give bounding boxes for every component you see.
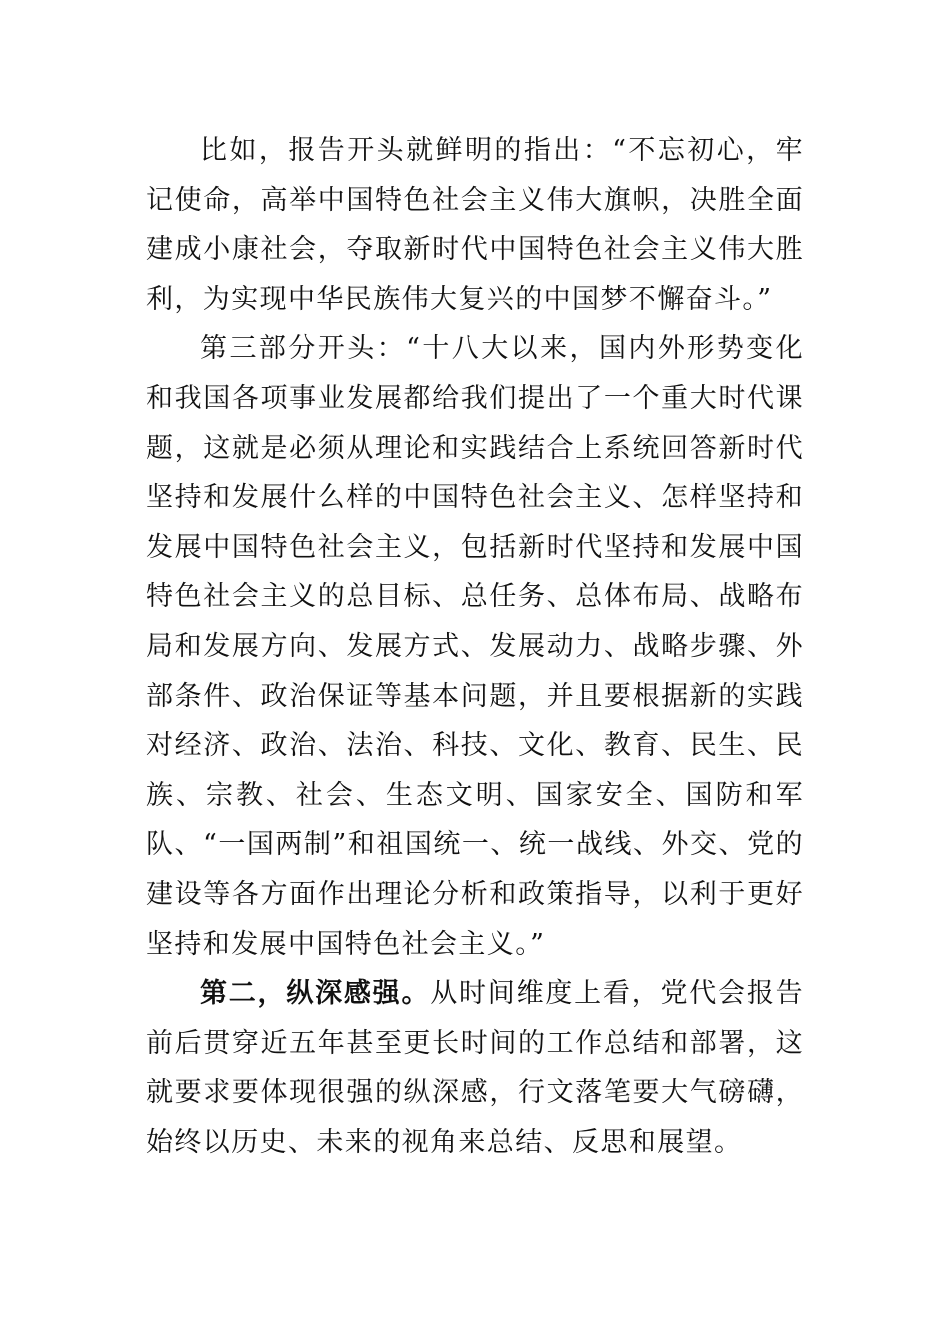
- paragraph-part-three-opening: [146, 324, 804, 969]
- paragraph-text: 第三部分开头：“十八大以来，国内外形势变化和我国各项事业发展都给我们提出了一个重大时代课题，这就是必须从理论和实践结合上系统回答新时代坚持和发展什么样的中国特色社会主义、怎样坚持和发展中国特色社会主义，包括新时代坚持和发展中国特色社会主义的总目标、总任务、总体布局、战略布局和发展方向、发展方式、发展动力、战略步骤、外部条件、政治保证等基本问题，并且要根据新的实践对经济、政治、法治、科技、文化、教育、民生、民族、宗教、社会、生态文明、国家安全、国防和军队、“一国两制”和祖国统一、统一战线、外交、党的建设等各方面作出理论分析和政策指导，以利于更好坚持和发展中国特色社会主义。”: [146, 333, 804, 960]
- paragraph-lead: 第二，纵深感强。: [200, 978, 431, 1010]
- paragraph-depth: [146, 969, 804, 1167]
- document-body: [146, 126, 804, 1167]
- paragraph-text: 比如，报告开头就鲜明的指出：“不忘初心，牢记使命，高举中国特色社会主义伟大旗帜，决胜全面建成小康社会，夺取新时代中国特色社会主义伟大胜利，为实现中华民族伟大复兴的中国梦不懈奋斗。”: [146, 135, 804, 315]
- paragraph-text: 从时间维度上看，党代会报告前后贯穿近五年甚至更长时间的工作总结和部署，这就要求要体现很强的纵深感，行文落笔要大气磅礴，始终以历史、未来的视角来总结、反思和展望。: [146, 978, 805, 1158]
- paragraph-report-opening: [146, 126, 804, 324]
